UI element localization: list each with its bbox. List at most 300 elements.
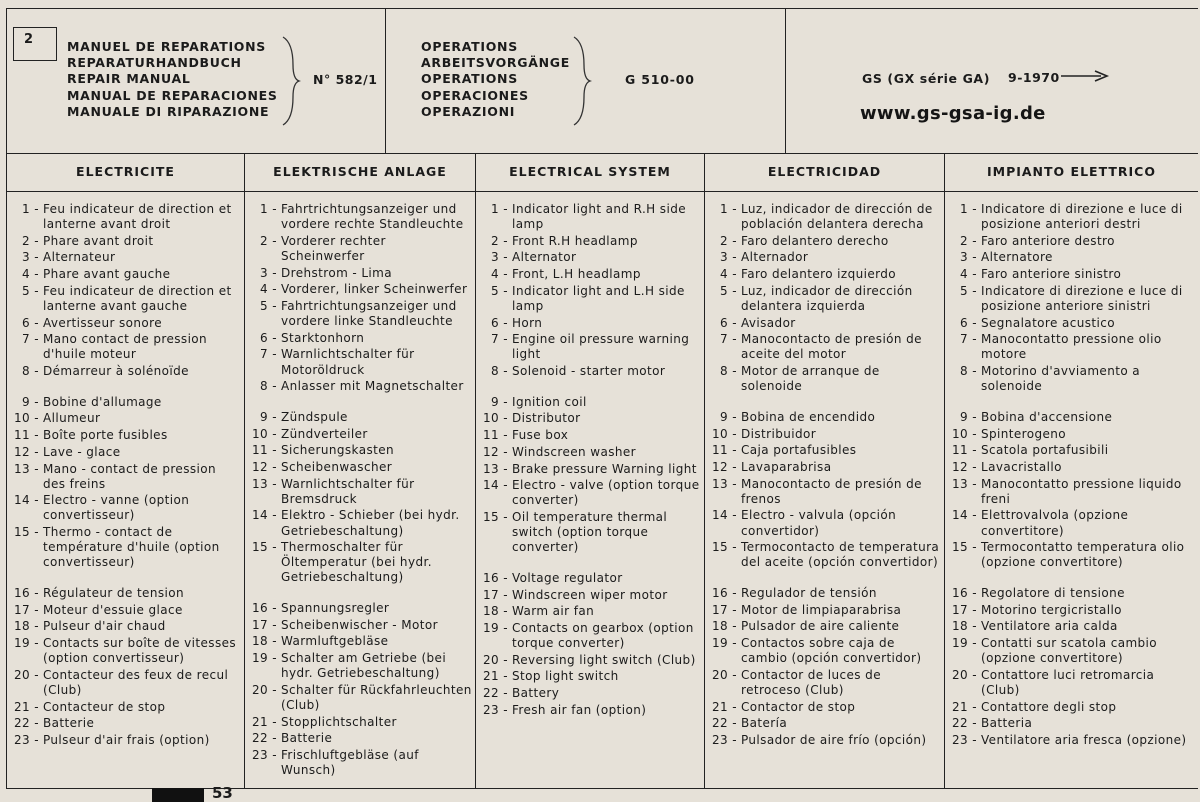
legend-item — [13, 411, 242, 426]
item-number: 20 - — [482, 652, 508, 667]
legend-item — [251, 651, 473, 681]
legend-item — [13, 493, 242, 523]
item-label: Pulseur d'air frais (option) — [43, 732, 210, 747]
legend-item — [251, 715, 473, 730]
brace-icon — [279, 35, 301, 127]
item-label: Moteur d'essuie glace — [43, 602, 183, 617]
item-number: 1 - — [491, 202, 508, 216]
page-box: 2 — [13, 27, 57, 61]
legend-item — [482, 428, 702, 443]
item-number: 1 - — [22, 202, 39, 216]
item-number: 1 - — [260, 202, 277, 216]
legend-item — [13, 603, 242, 618]
item-number: 22 - — [13, 716, 39, 731]
legend-item — [251, 427, 473, 442]
legend-item — [951, 332, 1196, 362]
item-label: Indicator light and R.H side lamp — [512, 202, 686, 232]
legend-item — [13, 267, 242, 282]
legend-item — [13, 332, 242, 362]
item-number: 22 - — [482, 686, 508, 701]
legend-item — [251, 266, 473, 281]
legend-item — [951, 716, 1196, 731]
item-number: 15 - — [482, 510, 508, 524]
legend-item — [951, 668, 1196, 698]
item-label: Solenoid - starter motor — [512, 364, 666, 379]
item-number: 7 - — [260, 347, 277, 362]
item-number: 19 - — [482, 620, 508, 635]
item-label: Sicherungskasten — [281, 443, 394, 458]
item-number: 5 - — [720, 283, 737, 298]
manual-title-en: REPAIR MANUAL — [67, 71, 191, 87]
item-number: 10 - — [13, 411, 39, 426]
legend-item — [13, 700, 242, 715]
legend-item — [711, 267, 942, 282]
legend-item — [251, 618, 473, 633]
item-number: 8 - — [22, 364, 39, 379]
item-label: Scatola portafusibili — [981, 443, 1109, 458]
item-label: Manocontatto pressione liquido freni — [981, 476, 1182, 506]
operation-code: G 510-00 — [625, 72, 695, 87]
legend-item — [482, 411, 702, 426]
item-number: 11 - — [13, 428, 39, 443]
legend-item — [951, 477, 1196, 507]
legend-item — [951, 700, 1196, 715]
item-number: 3 - — [491, 250, 508, 265]
item-label: Allumeur — [43, 411, 101, 426]
legend-item — [251, 508, 473, 538]
item-label: Fuse box — [512, 428, 569, 443]
item-label: Thermo - contact de température d'huile (option convertisseur) — [43, 525, 220, 570]
item-number: 7 - — [960, 332, 977, 347]
item-number: 10 - — [711, 426, 737, 441]
legend-item — [951, 508, 1196, 538]
legend-item — [13, 316, 242, 331]
item-label: Indicatore di direzione e luce di posizione anteriori destri — [981, 202, 1183, 232]
item-label: Segnalatore acustico — [981, 315, 1115, 330]
item-label: Faro delantero izquierdo — [741, 267, 897, 282]
item-label: Avisador — [741, 315, 796, 330]
item-label: Contattore luci retromarcia (Club) — [981, 667, 1155, 697]
item-number: 20 - — [13, 667, 39, 682]
legend-item — [482, 510, 702, 555]
item-label: Contatti sur scatola cambio (opzione convertitore) — [981, 636, 1158, 666]
item-number: 11 - — [251, 443, 277, 458]
legend-item — [251, 443, 473, 458]
item-label: Lave - glace — [43, 444, 121, 459]
legend-item — [711, 443, 942, 458]
item-label: Thermoschalter für Öltemperatur (bei hydr. Getriebeschaltung) — [281, 540, 432, 585]
item-number: 23 - — [251, 748, 277, 763]
legend-item — [13, 234, 242, 249]
item-number: 20 - — [251, 682, 277, 697]
legend-item — [951, 284, 1196, 314]
legend-item — [251, 460, 473, 475]
item-label: Pulsador de aire frío (opción) — [741, 732, 927, 747]
legend-item — [482, 332, 702, 362]
item-number: 13 - — [711, 476, 737, 491]
page-number: 53 — [212, 784, 233, 802]
item-number: 6 - — [960, 315, 977, 330]
item-number: 16 - — [711, 585, 737, 600]
item-label: Warm air fan — [512, 604, 595, 619]
item-number: 23 - — [951, 732, 977, 747]
item-label: Zündspule — [281, 409, 348, 424]
edition-date: 9-1970 — [1008, 70, 1060, 85]
column-heading: ELECTRICAL SYSTEM — [476, 153, 704, 192]
item-number: 9 - — [720, 409, 737, 424]
item-number: 15 - — [711, 540, 737, 555]
item-number: 11 - — [482, 428, 508, 443]
item-number: 14 - — [13, 493, 39, 508]
manual-title-fr: MANUEL DE REPARATIONS — [67, 39, 266, 54]
column-items — [945, 192, 1198, 748]
item-label: Electro - valvula (opción convertidor) — [741, 508, 897, 538]
item-label: Fahrtrichtungsanzeiger und vordere linke Standleuchte — [281, 298, 457, 329]
operation-title-it: OPERAZIONI — [421, 103, 516, 119]
legend-item — [711, 619, 942, 634]
item-number: 2 - — [260, 233, 277, 248]
item-label: Front, L.H headlamp — [512, 267, 641, 282]
item-label: Contacts on gearbox (option torque converter) — [512, 620, 694, 651]
legend-item — [711, 668, 942, 698]
legend-item — [13, 428, 242, 443]
item-label: Motorino tergicristallo — [981, 602, 1122, 617]
item-label: Regolatore di tensione — [981, 585, 1125, 600]
legend-item — [251, 234, 473, 264]
item-number: 14 - — [482, 478, 508, 493]
legend-item — [482, 364, 702, 379]
item-number: 17 - — [251, 617, 277, 632]
item-number: 20 - — [711, 667, 737, 682]
column-en — [476, 153, 705, 788]
legend-item — [951, 443, 1196, 458]
section-gap — [251, 396, 473, 410]
legend-item — [13, 462, 242, 492]
item-number: 4 - — [960, 267, 977, 282]
item-number: 18 - — [482, 604, 508, 619]
item-label: Manocontacto de presión de aceite del motor — [741, 332, 922, 362]
item-label: Horn — [512, 315, 543, 330]
column-items — [476, 192, 704, 718]
item-number: 9 - — [260, 409, 277, 424]
column-heading: ELECTRICIDAD — [705, 153, 944, 192]
item-number: 8 - — [491, 364, 508, 379]
item-label: Feu indicateur de direction et lanterne avant gauche — [43, 283, 232, 313]
item-label: Manocontacto de presión de frenos — [741, 476, 922, 506]
legend-item — [13, 202, 242, 232]
item-label: Motorino d'avviamento a solenoide — [981, 364, 1141, 394]
item-number: 11 - — [951, 443, 977, 458]
item-number: 12 - — [711, 459, 737, 474]
item-number: 13 - — [251, 476, 277, 491]
section-gap — [482, 381, 702, 395]
item-number: 3 - — [260, 265, 277, 280]
legend-item — [251, 477, 473, 507]
legend-item — [482, 588, 702, 603]
item-label: Frischluftgebläse (auf Wunsch) — [281, 748, 419, 778]
operation-titles — [421, 39, 570, 120]
item-label: Batterie — [43, 716, 95, 731]
legend-item — [951, 427, 1196, 442]
item-label: Starktonhorn — [281, 330, 365, 345]
item-label: Zündverteiler — [281, 426, 368, 441]
legend-item — [251, 282, 473, 297]
legend-item — [482, 445, 702, 460]
item-number: 23 - — [482, 702, 508, 717]
manual-title-it: MANUALE DI RIPARAZIONE — [67, 103, 270, 119]
item-label: Faro anteriore sinistro — [981, 267, 1122, 282]
legend-item — [251, 601, 473, 616]
item-label: Electro - vanne (option convertisseur) — [43, 493, 190, 523]
item-number: 21 - — [951, 699, 977, 714]
item-label: Mano - contact de pression des freins — [43, 461, 217, 491]
item-label: Avertisseur sonore — [43, 315, 162, 330]
item-label: Pulseur d'air chaud — [43, 619, 166, 634]
legend-item — [711, 410, 942, 425]
item-number: 12 - — [951, 459, 977, 474]
item-number: 18 - — [711, 619, 737, 634]
legend-item — [482, 234, 702, 249]
item-label: Termocontatto temperatura olio (opzione convertitore) — [981, 540, 1185, 570]
legend-item — [951, 460, 1196, 475]
legend-item — [711, 284, 942, 314]
item-number: 6 - — [22, 315, 39, 330]
legend-item — [482, 571, 702, 586]
item-label: Fresh air fan (option) — [512, 702, 647, 717]
item-number: 22 - — [711, 716, 737, 731]
legend-item — [251, 331, 473, 346]
legend-item — [951, 636, 1196, 666]
page-header — [6, 8, 1198, 154]
item-number: 21 - — [251, 714, 277, 729]
legend-item — [482, 462, 702, 477]
legend-item — [951, 234, 1196, 249]
item-number: 4 - — [260, 282, 277, 297]
item-label: Windscreen wiper motor — [512, 587, 668, 602]
legend-item — [482, 604, 702, 619]
item-number: 15 - — [951, 540, 977, 555]
item-label: Front R.H headlamp — [512, 233, 638, 248]
item-label: Contacteur de stop — [43, 699, 166, 714]
item-number: 14 - — [251, 508, 277, 523]
item-label: Bobina d'accensione — [981, 409, 1113, 424]
item-number: 2 - — [22, 233, 39, 248]
item-label: Spannungsregler — [281, 601, 390, 616]
item-label: Drehstrom - Lima — [281, 265, 392, 280]
legend-item — [711, 716, 942, 731]
item-number: 18 - — [13, 619, 39, 634]
item-label: Fahrtrichtungsanzeiger und vordere rechte Standleuchte — [281, 202, 464, 232]
item-number: 7 - — [720, 332, 737, 347]
operation-title-en: OPERATIONS — [421, 71, 518, 87]
legend-item — [711, 586, 942, 601]
legend-item — [13, 284, 242, 314]
item-number: 10 - — [251, 426, 277, 441]
item-label: Feu indicateur de direction et lanterne avant droit — [43, 202, 232, 232]
item-number: 3 - — [960, 250, 977, 265]
item-label: Ventilatore aria fresca (opzione) — [981, 732, 1187, 747]
legend-item — [711, 508, 942, 538]
item-label: Distribuidor — [741, 426, 817, 441]
legend-item — [482, 669, 702, 684]
item-number: 13 - — [482, 461, 508, 476]
item-number: 1 - — [960, 202, 977, 216]
legend-item — [711, 234, 942, 249]
item-label: Luz, indicador de dirección de población delantera derecha — [741, 202, 933, 232]
item-number: 23 - — [13, 732, 39, 747]
item-number: 18 - — [251, 634, 277, 649]
item-label: Battery — [512, 686, 560, 701]
legend-item — [711, 460, 942, 475]
column-heading: ELECTRICITE — [7, 153, 244, 192]
item-label: Mano contact de pression d'huile moteur — [43, 332, 208, 362]
item-number: 14 - — [951, 508, 977, 523]
item-number: 19 - — [711, 636, 737, 651]
operations-cell — [385, 9, 786, 153]
item-label: Warnlichtschalter für Bremsdruck — [281, 476, 415, 506]
item-number: 12 - — [482, 444, 508, 459]
legend-item — [251, 540, 473, 585]
column-it — [945, 153, 1198, 788]
legend-item — [13, 619, 242, 634]
item-number: 17 - — [951, 602, 977, 617]
item-number: 1 - — [720, 202, 737, 216]
column-items — [7, 192, 244, 748]
arrow-right-icon — [1061, 69, 1111, 83]
item-label: Indicator light and L.H side lamp — [512, 283, 685, 313]
legend-item — [251, 379, 473, 394]
item-number: 17 - — [13, 602, 39, 617]
item-number: 4 - — [22, 267, 39, 282]
section-gap — [13, 572, 242, 586]
item-label: Voltage regulator — [512, 570, 623, 585]
item-number: 7 - — [491, 332, 508, 347]
column-es — [705, 153, 945, 788]
section-gap — [251, 587, 473, 601]
item-number: 16 - — [951, 585, 977, 600]
legend-item — [482, 686, 702, 701]
item-label: Bobine d'allumage — [43, 394, 162, 409]
item-label: Manocontatto pressione olio motore — [981, 332, 1162, 362]
item-label: Anlasser mit Magnetschalter — [281, 379, 464, 394]
item-label: Contactor de stop — [741, 699, 856, 714]
item-label: Schalter für Rückfahrleuchten (Club) — [281, 682, 472, 712]
legend-item — [482, 267, 702, 282]
legend-item — [482, 478, 702, 508]
column-items — [245, 192, 475, 778]
legend-item — [251, 731, 473, 746]
legend-item — [951, 267, 1196, 282]
item-label: Electro - valve (option torque converter) — [512, 478, 700, 508]
legend-item — [711, 636, 942, 666]
item-label: Motor de limpiaparabrisa — [741, 602, 902, 617]
item-label: Faro anteriore destro — [981, 233, 1115, 248]
legend-item — [13, 364, 242, 379]
item-number: 13 - — [951, 476, 977, 491]
item-label: Schalter am Getriebe (bei hydr. Getriebeschaltung) — [281, 651, 447, 681]
section-gap — [711, 396, 942, 410]
item-label: Scheibenwascher — [281, 459, 393, 474]
item-number: 6 - — [720, 315, 737, 330]
section-gap — [951, 396, 1196, 410]
item-number: 15 - — [251, 540, 277, 555]
legend-item — [13, 716, 242, 731]
item-number: 11 - — [711, 443, 737, 458]
item-number: 2 - — [720, 233, 737, 248]
item-number: 13 - — [13, 461, 39, 476]
legend-item — [951, 586, 1196, 601]
column-fr — [6, 153, 245, 788]
item-number: 3 - — [22, 250, 39, 265]
item-label: Contacteur des feux de recul (Club) — [43, 667, 229, 697]
item-number: 4 - — [720, 267, 737, 282]
item-number: 7 - — [22, 332, 39, 347]
item-label: Indicatore di direzione e luce di posizione anteriore sinistri — [981, 283, 1183, 313]
item-label: Batterie — [281, 731, 333, 746]
item-number: 5 - — [22, 283, 39, 298]
item-label: Boîte porte fusibles — [43, 428, 168, 443]
item-label: Caja portafusibles — [741, 443, 857, 458]
item-number: 6 - — [260, 330, 277, 345]
legend-item — [13, 733, 242, 748]
item-label: Stopplichtschalter — [281, 714, 397, 729]
item-label: Ignition coil — [512, 394, 587, 409]
item-label: Spinterogeno — [981, 426, 1067, 441]
legend-item — [251, 683, 473, 713]
item-label: Phare avant gauche — [43, 267, 171, 282]
item-label: Faro delantero derecho — [741, 233, 889, 248]
item-label: Stop light switch — [512, 669, 619, 684]
item-number: 9 - — [22, 394, 39, 409]
item-label: Batería — [741, 716, 788, 731]
section-gap — [951, 572, 1196, 586]
legend-item — [251, 202, 473, 232]
section-gap — [482, 557, 702, 571]
item-label: Pulsador de aire caliente — [741, 619, 900, 634]
item-label: Phare avant droit — [43, 233, 154, 248]
item-label: Vorderer rechter Scheinwerfer — [281, 233, 386, 263]
item-label: Windscreen washer — [512, 444, 637, 459]
legend-item — [482, 316, 702, 331]
legend-item — [711, 316, 942, 331]
item-number: 22 - — [951, 716, 977, 731]
item-number: 10 - — [482, 411, 508, 426]
operation-title-fr: OPERATIONS — [421, 39, 518, 54]
legend-item — [711, 603, 942, 618]
legend-item — [951, 733, 1196, 748]
item-label: Contacts sur boîte de vitesses (option convertisseur) — [43, 636, 237, 666]
item-number: 19 - — [251, 651, 277, 666]
item-number: 12 - — [251, 459, 277, 474]
item-label: Contactos sobre caja de cambio (opción convertidor) — [741, 636, 922, 666]
item-label: Motor de arranque de solenoide — [741, 364, 880, 394]
model-cell — [786, 9, 1198, 153]
legend-item — [13, 250, 242, 265]
legend-item — [251, 634, 473, 649]
item-label: Contactor de luces de retroceso (Club) — [741, 667, 881, 697]
item-number: 5 - — [491, 283, 508, 298]
legend-item — [951, 250, 1196, 265]
item-number: 16 - — [482, 570, 508, 585]
item-number: 5 - — [960, 283, 977, 298]
item-number: 8 - — [720, 364, 737, 379]
legend-item — [951, 540, 1196, 570]
legend-item — [251, 347, 473, 377]
legend-item — [951, 316, 1196, 331]
column-items — [705, 192, 944, 748]
legend-item — [711, 202, 942, 232]
item-number: 19 - — [13, 636, 39, 651]
